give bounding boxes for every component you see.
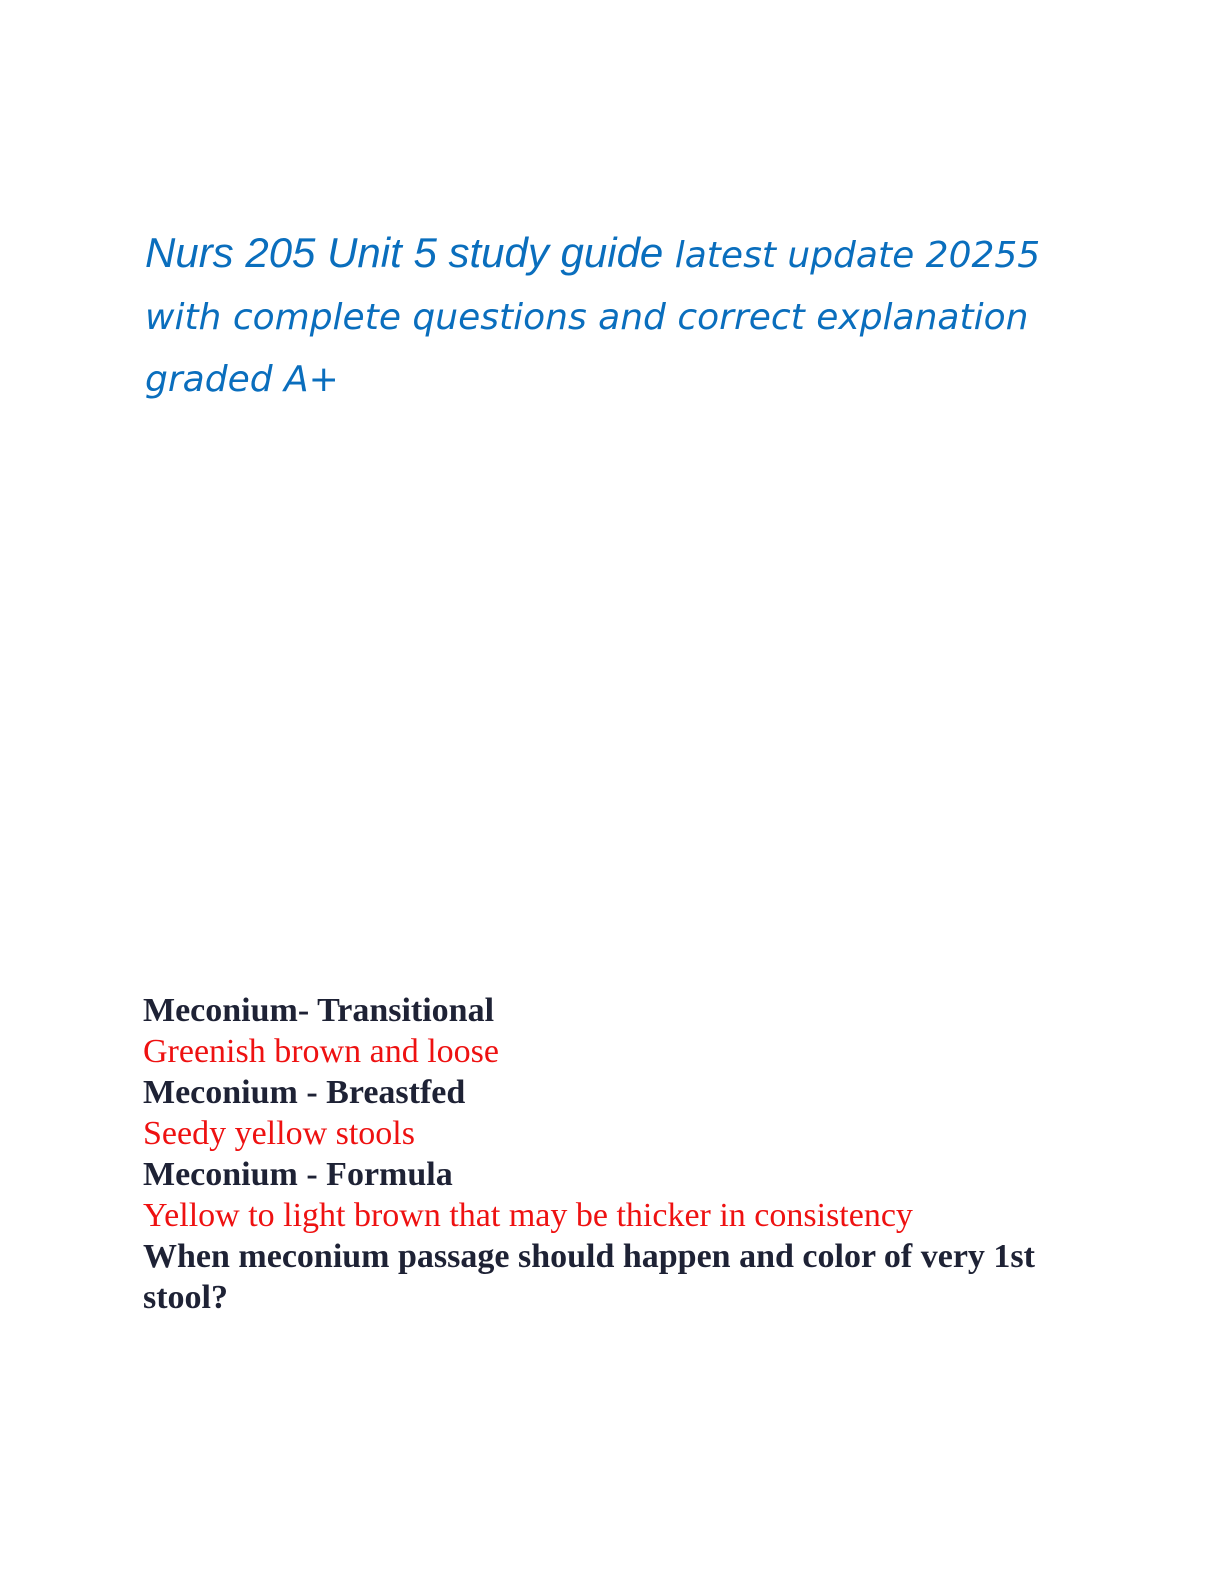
title-part-2: latest update 20255 with complete questions and correct explanation graded A+ (145, 235, 1041, 400)
qa-list (143, 990, 1063, 1318)
document-title (145, 222, 1045, 411)
question-3: Meconium - Formula (143, 1156, 453, 1193)
question-1: Meconium- Transitional (143, 992, 495, 1029)
question-4: When meconium passage should happen and color of very 1st stool? (143, 1238, 1035, 1316)
answer-3: Yellow to light brown that may be thicker in consistency (143, 1197, 913, 1234)
title-part-1: Nurs 205 Unit 5 study guide (145, 229, 664, 276)
answer-1: Greenish brown and loose (143, 1033, 499, 1070)
question-2: Meconium - Breastfed (143, 1074, 466, 1111)
answer-2: Seedy yellow stools (143, 1115, 415, 1152)
